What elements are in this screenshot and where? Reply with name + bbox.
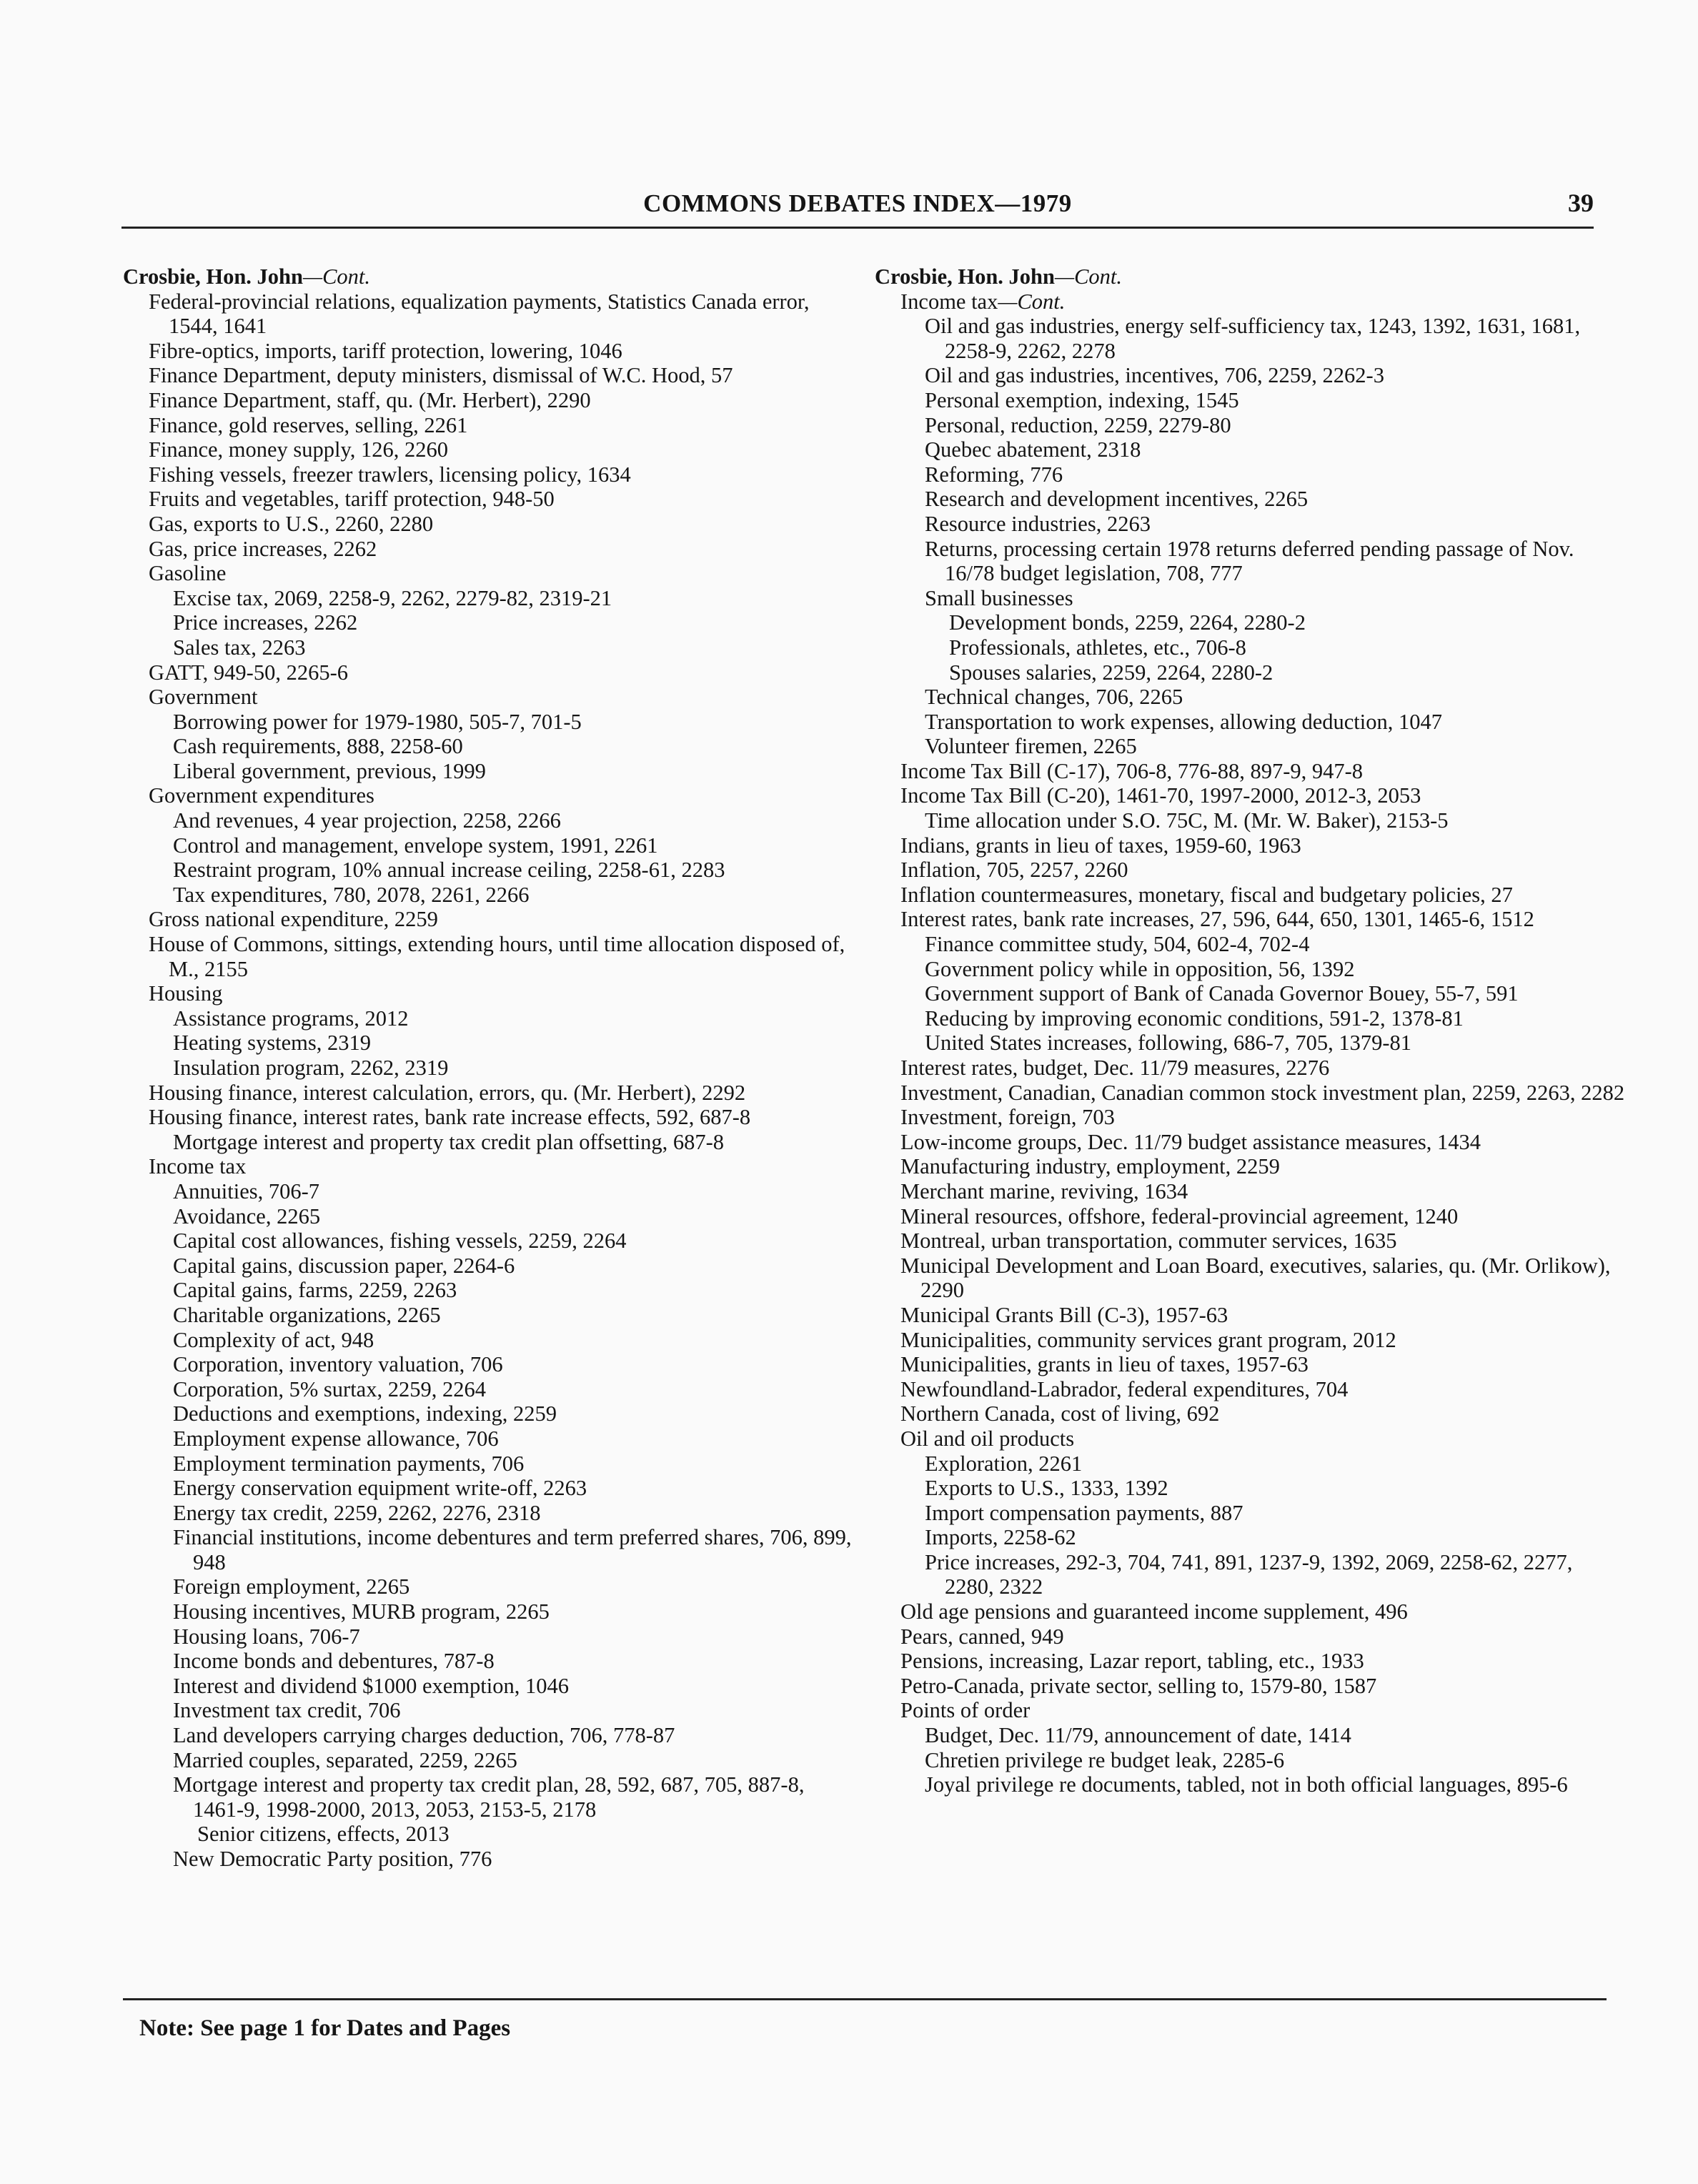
index-entry bbox=[875, 537, 1625, 586]
entry-text: Government policy while in opposition, 56, 1392 bbox=[925, 956, 1355, 981]
entry-text: Crosbie, Hon. John bbox=[123, 264, 303, 289]
index-entry bbox=[123, 833, 859, 858]
index-entry bbox=[123, 1525, 859, 1574]
entry-text: Chretien privilege re budget leak, 2285-6 bbox=[925, 1747, 1285, 1772]
entry-text: Newfoundland-Labrador, federal expenditures, 704 bbox=[900, 1376, 1349, 1401]
index-heading bbox=[123, 264, 859, 289]
index-entry bbox=[123, 1772, 859, 1822]
index-entry bbox=[123, 1748, 859, 1773]
entry-text: Income tax bbox=[149, 1154, 247, 1179]
entry-text: Returns, processing certain 1978 returns deferred pending passage of Nov. 16/78 budget legislation, 708, 777 bbox=[925, 536, 1574, 586]
continued-marker: —Cont. bbox=[302, 264, 371, 289]
entry-text: Price increases, 292-3, 704, 741, 891, 1237-9, 1392, 2069, 2258-62, 2277, 2280, 2322 bbox=[925, 1549, 1573, 1599]
entry-text: Personal, reduction, 2259, 2279-80 bbox=[925, 412, 1231, 437]
index-entry bbox=[123, 1674, 859, 1699]
entry-text: Finance Department, deputy ministers, dismissal of W.C. Hood, 57 bbox=[149, 363, 733, 388]
entry-text: Sales tax, 2263 bbox=[173, 635, 306, 660]
index-entry bbox=[123, 981, 859, 1006]
entry-text: Income Tax Bill (C-17), 706-8, 776-88, 897-9, 947-8 bbox=[900, 758, 1364, 783]
index-entry bbox=[875, 1451, 1625, 1476]
entry-text: Control and management, envelope system, 1991, 2261 bbox=[173, 833, 658, 858]
index-entry bbox=[875, 883, 1625, 908]
entry-text: Charitable organizations, 2265 bbox=[173, 1302, 441, 1327]
entry-text: Capital gains, farms, 2259, 2263 bbox=[173, 1278, 457, 1303]
index-entry bbox=[123, 1476, 859, 1501]
entry-text: House of Commons, sittings, extending hours, until time allocation disposed of, M., 2155 bbox=[149, 932, 845, 981]
entry-text: Municipalities, grants in lieu of taxes, 1957-63 bbox=[900, 1352, 1309, 1377]
index-entry bbox=[123, 610, 859, 635]
index-entry bbox=[123, 437, 859, 462]
entry-text: United States increases, following, 686-7, 705, 1379-81 bbox=[925, 1031, 1412, 1056]
entry-text: Annuities, 706-7 bbox=[173, 1178, 320, 1203]
index-entry bbox=[123, 1154, 859, 1179]
index-entry bbox=[123, 1228, 859, 1254]
index-entry bbox=[875, 437, 1625, 462]
index-entry bbox=[123, 1006, 859, 1031]
entry-text: Foreign employment, 2265 bbox=[173, 1574, 410, 1599]
entry-text: Energy tax credit, 2259, 2262, 2276, 2318 bbox=[173, 1500, 541, 1525]
index-entry bbox=[123, 1574, 859, 1599]
entry-text: Professionals, athletes, etc., 706-8 bbox=[949, 635, 1246, 660]
entry-text: Municipalities, community services grant program, 2012 bbox=[900, 1327, 1396, 1352]
index-entry bbox=[123, 907, 859, 932]
index-entry bbox=[123, 808, 859, 833]
index-entry bbox=[875, 1698, 1625, 1723]
index-entry bbox=[123, 1130, 859, 1155]
index-entry bbox=[123, 1254, 859, 1279]
index-entry bbox=[875, 932, 1625, 957]
index-entry bbox=[875, 1179, 1625, 1204]
index-entry bbox=[123, 783, 859, 808]
entry-text: Insulation program, 2262, 2319 bbox=[173, 1056, 449, 1080]
index-entry bbox=[875, 1401, 1625, 1426]
entry-text: Employment termination payments, 706 bbox=[173, 1451, 525, 1476]
entry-text: Reforming, 776 bbox=[925, 462, 1063, 487]
entry-text: Complexity of act, 948 bbox=[173, 1327, 374, 1352]
index-entry bbox=[875, 363, 1625, 388]
index-entry bbox=[123, 462, 859, 487]
index-entry bbox=[875, 1081, 1625, 1106]
entry-text: Income Tax Bill (C-20), 1461-70, 1997-2000, 2012-3, 2053 bbox=[900, 783, 1421, 808]
index-entry bbox=[875, 783, 1625, 808]
index-entry bbox=[123, 1204, 859, 1229]
index-entry bbox=[875, 635, 1625, 660]
entry-text: Indians, grants in lieu of taxes, 1959-60, 1963 bbox=[900, 833, 1301, 858]
index-entry bbox=[123, 289, 859, 339]
index-entry bbox=[875, 957, 1625, 982]
index-entry bbox=[123, 1401, 859, 1426]
index-entry bbox=[875, 1426, 1625, 1451]
entry-text: Manufacturing industry, employment, 2259 bbox=[900, 1154, 1280, 1179]
index-entry bbox=[123, 1426, 859, 1451]
index-entry bbox=[123, 759, 859, 784]
entry-text: Deductions and exemptions, indexing, 2259 bbox=[173, 1401, 557, 1426]
entry-text: Oil and gas industries, energy self-sufficiency tax, 1243, 1392, 1631, 1681, 2258-9, 2262, 2278 bbox=[925, 314, 1581, 363]
entry-text: Housing incentives, MURB program, 2265 bbox=[173, 1599, 550, 1624]
index-entry bbox=[123, 1081, 859, 1106]
index-entry bbox=[123, 883, 859, 908]
entry-text: Avoidance, 2265 bbox=[173, 1203, 321, 1228]
entry-text: Interest rates, budget, Dec. 11/79 measures, 2276 bbox=[900, 1056, 1330, 1080]
entry-text: Investment, foreign, 703 bbox=[900, 1105, 1115, 1130]
entry-text: Gas, price increases, 2262 bbox=[149, 536, 377, 561]
index-entry bbox=[875, 660, 1625, 685]
index-entry bbox=[123, 710, 859, 735]
index-entry bbox=[875, 289, 1625, 314]
index-entry bbox=[875, 1476, 1625, 1501]
entry-text: Exports to U.S., 1333, 1392 bbox=[925, 1476, 1168, 1501]
index-entry bbox=[123, 1723, 859, 1748]
entry-text: Crosbie, Hon. John bbox=[875, 264, 1055, 289]
index-entry bbox=[123, 1352, 859, 1377]
entry-text: Corporation, inventory valuation, 706 bbox=[173, 1352, 503, 1377]
entry-text: Assistance programs, 2012 bbox=[173, 1006, 409, 1031]
page-header bbox=[121, 182, 1594, 229]
entry-text: Northern Canada, cost of living, 692 bbox=[900, 1401, 1220, 1426]
entry-text: Government bbox=[149, 685, 258, 710]
entry-text: Married couples, separated, 2259, 2265 bbox=[173, 1747, 517, 1772]
entry-text: Municipal Development and Loan Board, executives, salaries, qu. (Mr. Orlikow), 2290 bbox=[900, 1253, 1611, 1303]
entry-text: Borrowing power for 1979-1980, 505-7, 701-5 bbox=[173, 709, 582, 734]
index-entry bbox=[875, 858, 1625, 883]
entry-text: Development bonds, 2259, 2264, 2280-2 bbox=[949, 610, 1306, 635]
entry-text: Government support of Bank of Canada Governor Bouey, 55-7, 591 bbox=[925, 981, 1519, 1006]
entry-text: Investment, Canadian, Canadian common stock investment plan, 2259, 2263, 2282 bbox=[900, 1080, 1625, 1105]
index-entry bbox=[123, 1599, 859, 1624]
entry-text: Housing loans, 706-7 bbox=[173, 1624, 360, 1649]
entry-text: Interest rates, bank rate increases, 27, 596, 644, 650, 1301, 1465-6, 1512 bbox=[900, 907, 1534, 932]
index-entry bbox=[123, 1278, 859, 1303]
entry-text: Gasoline bbox=[149, 561, 227, 586]
index-entry bbox=[875, 1303, 1625, 1328]
index-entry bbox=[123, 512, 859, 537]
entry-text: Housing finance, interest calculation, errors, qu. (Mr. Herbert), 2292 bbox=[149, 1080, 746, 1105]
entry-text: Oil and oil products bbox=[900, 1426, 1075, 1451]
index-entry bbox=[875, 314, 1625, 363]
entry-text: Transportation to work expenses, allowing deduction, 1047 bbox=[925, 709, 1443, 734]
index-entry bbox=[123, 932, 859, 981]
entry-text: Income bonds and debentures, 787-8 bbox=[173, 1649, 495, 1674]
entry-text: Fishing vessels, freezer trawlers, licensing policy, 1634 bbox=[149, 462, 631, 487]
index-entry bbox=[875, 734, 1625, 759]
entry-text: Small businesses bbox=[925, 585, 1073, 610]
entry-text: Heating systems, 2319 bbox=[173, 1031, 372, 1056]
index-entry bbox=[875, 833, 1625, 858]
entry-text: Merchant marine, reviving, 1634 bbox=[900, 1178, 1188, 1203]
index-entry bbox=[123, 363, 859, 388]
entry-text: Spouses salaries, 2259, 2264, 2280-2 bbox=[949, 660, 1274, 685]
entry-text: GATT, 949-50, 2265-6 bbox=[149, 660, 348, 685]
footer-divider bbox=[123, 1998, 1607, 2000]
index-entry bbox=[875, 1550, 1625, 1599]
entry-text: Points of order bbox=[900, 1698, 1031, 1723]
index-entry bbox=[875, 1748, 1625, 1773]
index-entry bbox=[123, 1624, 859, 1649]
entry-text: Personal exemption, indexing, 1545 bbox=[925, 387, 1239, 412]
index-entry bbox=[875, 1674, 1625, 1699]
entry-text: Inflation countermeasures, monetary, fiscal and budgetary policies, 27 bbox=[900, 882, 1513, 907]
index-entry bbox=[123, 487, 859, 512]
index-entry bbox=[875, 413, 1625, 438]
entry-text: Petro-Canada, private sector, selling to, 1579-80, 1587 bbox=[900, 1673, 1377, 1698]
index-entry bbox=[875, 1228, 1625, 1254]
index-entry bbox=[875, 1204, 1625, 1229]
index-entry bbox=[123, 1847, 859, 1872]
entry-text: Finance, money supply, 126, 2260 bbox=[149, 437, 449, 462]
index-entry bbox=[123, 858, 859, 883]
entry-text: Gas, exports to U.S., 2260, 2280 bbox=[149, 511, 434, 536]
entry-text: Volunteer firemen, 2265 bbox=[925, 734, 1137, 759]
index-entry bbox=[875, 610, 1625, 635]
index-entry bbox=[875, 1352, 1625, 1377]
index-entry bbox=[875, 685, 1625, 710]
entry-text: Corporation, 5% surtax, 2259, 2264 bbox=[173, 1376, 486, 1401]
index-entry bbox=[123, 339, 859, 364]
index-entry bbox=[875, 981, 1625, 1006]
entry-text: Imports, 2258-62 bbox=[925, 1525, 1076, 1550]
index-entry bbox=[875, 1624, 1625, 1649]
index-entry bbox=[123, 1303, 859, 1328]
index-entry bbox=[875, 1649, 1625, 1674]
index-entry bbox=[875, 1031, 1625, 1056]
entry-text: Liberal government, previous, 1999 bbox=[173, 758, 486, 783]
entry-text: Fibre-optics, imports, tariff protection, lowering, 1046 bbox=[149, 338, 622, 363]
entry-text: Technical changes, 706, 2265 bbox=[925, 685, 1183, 710]
index-entry bbox=[875, 487, 1625, 512]
index-entry bbox=[875, 1105, 1625, 1130]
index-entry bbox=[875, 1056, 1625, 1081]
index-entry bbox=[123, 1031, 859, 1056]
entry-text: Research and development incentives, 2265 bbox=[925, 487, 1309, 512]
index-entry bbox=[123, 1056, 859, 1081]
index-entry bbox=[123, 413, 859, 438]
index-heading bbox=[875, 264, 1625, 289]
entry-text: Finance committee study, 504, 602-4, 702-4 bbox=[925, 932, 1310, 957]
index-entry bbox=[875, 1328, 1625, 1353]
index-entry bbox=[875, 907, 1625, 932]
index-entry bbox=[875, 808, 1625, 833]
entry-text: Exploration, 2261 bbox=[925, 1451, 1083, 1476]
index-entry bbox=[875, 1254, 1625, 1303]
index-entry bbox=[875, 1377, 1625, 1402]
entry-text: Investment tax credit, 706 bbox=[173, 1698, 401, 1723]
entry-text: Budget, Dec. 11/79, announcement of date, 1414 bbox=[925, 1723, 1351, 1748]
entry-text: Price increases, 2262 bbox=[173, 610, 358, 635]
entry-text: Energy conservation equipment write-off, 2263 bbox=[173, 1476, 587, 1501]
footer-note: Note: See page 1 for Dates and Pages bbox=[139, 2015, 511, 2041]
index-entry bbox=[875, 586, 1625, 611]
entry-text: Housing bbox=[149, 981, 223, 1006]
entry-text: Excise tax, 2069, 2258-9, 2262, 2279-82, 2319-21 bbox=[173, 585, 612, 610]
entry-text: Federal-provincial relations, equalization payments, Statistics Canada error, 1544, 1641 bbox=[149, 289, 810, 339]
entry-text: Municipal Grants Bill (C-3), 1957-63 bbox=[900, 1302, 1228, 1327]
index-entry bbox=[123, 1328, 859, 1353]
entry-text: Time allocation under S.O. 75C, M. (Mr. W. Baker), 2153-5 bbox=[925, 808, 1449, 833]
index-entry bbox=[123, 1105, 859, 1130]
index-entry bbox=[875, 1006, 1625, 1031]
entry-text: Financial institutions, income debentures and term preferred shares, 706, 899, 948 bbox=[173, 1525, 852, 1574]
entry-text: Fruits and vegetables, tariff protection, 948-50 bbox=[149, 487, 555, 512]
continued-marker: —Cont. bbox=[998, 289, 1066, 314]
entry-text: Tax expenditures, 780, 2078, 2261, 2266 bbox=[173, 882, 530, 907]
index-entry bbox=[123, 1179, 859, 1204]
entry-text: Quebec abatement, 2318 bbox=[925, 437, 1141, 462]
index-entry bbox=[875, 1525, 1625, 1550]
index-column-right bbox=[875, 264, 1625, 1797]
entry-text: Senior citizens, effects, 2013 bbox=[197, 1822, 450, 1847]
index-entry bbox=[875, 1723, 1625, 1748]
entry-text: Mortgage interest and property tax credit plan, 28, 592, 687, 705, 887-8, 1461-9, 1998-2000, 2013, 2053, 2153-5, 2178 bbox=[173, 1772, 805, 1822]
entry-text: And revenues, 4 year projection, 2258, 2266 bbox=[173, 808, 561, 833]
index-entry bbox=[875, 1501, 1625, 1526]
entry-text: Oil and gas industries, incentives, 706, 2259, 2262-3 bbox=[925, 363, 1384, 388]
entry-text: Pensions, increasing, Lazar report, tabling, etc., 1933 bbox=[900, 1649, 1364, 1674]
index-entry bbox=[123, 1451, 859, 1476]
entry-text: Gross national expenditure, 2259 bbox=[149, 907, 438, 932]
entry-text: Cash requirements, 888, 2258-60 bbox=[173, 734, 463, 759]
entry-text: Joyal privilege re documents, tabled, not in both official languages, 895-6 bbox=[925, 1772, 1568, 1797]
index-entry bbox=[123, 561, 859, 586]
index-entry bbox=[123, 1377, 859, 1402]
index-entry bbox=[875, 462, 1625, 487]
index-entry bbox=[123, 734, 859, 759]
index-entry bbox=[875, 1599, 1625, 1624]
continued-marker: —Cont. bbox=[1054, 264, 1123, 289]
index-title: COMMONS DEBATES INDEX—1979 bbox=[643, 189, 1072, 217]
index-entry bbox=[123, 1822, 859, 1847]
index-column-left bbox=[123, 264, 859, 1872]
index-entry bbox=[123, 537, 859, 562]
entry-text: Import compensation payments, 887 bbox=[925, 1500, 1243, 1525]
entry-text: Restraint program, 10% annual increase ceiling, 2258-61, 2283 bbox=[173, 858, 725, 883]
entry-text: Reducing by improving economic conditions, 591-2, 1378-81 bbox=[925, 1006, 1464, 1031]
entry-text: Capital gains, discussion paper, 2264-6 bbox=[173, 1253, 515, 1278]
index-entry bbox=[875, 1154, 1625, 1179]
entry-text: Mineral resources, offshore, federal-provincial agreement, 1240 bbox=[900, 1203, 1459, 1228]
index-entry bbox=[123, 635, 859, 660]
entry-text: Employment expense allowance, 706 bbox=[173, 1426, 499, 1451]
entry-text: Low-income groups, Dec. 11/79 budget assistance measures, 1434 bbox=[900, 1129, 1481, 1154]
entry-text: Income tax bbox=[900, 289, 998, 314]
entry-text: Mortgage interest and property tax credit plan offsetting, 687-8 bbox=[173, 1129, 725, 1154]
index-entry bbox=[123, 685, 859, 710]
index-entry bbox=[123, 388, 859, 413]
entry-text: Inflation, 705, 2257, 2260 bbox=[900, 858, 1128, 883]
index-entry bbox=[875, 388, 1625, 413]
index-entry bbox=[123, 586, 859, 611]
index-entry bbox=[123, 660, 859, 685]
entry-text: Finance Department, staff, qu. (Mr. Herbert), 2290 bbox=[149, 387, 591, 412]
index-entry bbox=[875, 710, 1625, 735]
entry-text: Capital cost allowances, fishing vessels, 2259, 2264 bbox=[173, 1228, 627, 1254]
entry-text: Finance, gold reserves, selling, 2261 bbox=[149, 412, 468, 437]
entry-text: Interest and dividend $1000 exemption, 1046 bbox=[173, 1673, 569, 1698]
entry-text: Land developers carrying charges deduction, 706, 778-87 bbox=[173, 1723, 675, 1748]
entry-text: Montreal, urban transportation, commuter services, 1635 bbox=[900, 1228, 1397, 1254]
page-number: 39 bbox=[1568, 189, 1594, 217]
index-entry bbox=[875, 759, 1625, 784]
index-entry bbox=[123, 1698, 859, 1723]
index-entry bbox=[875, 1130, 1625, 1155]
index-entry bbox=[875, 512, 1625, 537]
entry-text: Housing finance, interest rates, bank rate increase effects, 592, 687-8 bbox=[149, 1105, 751, 1130]
entry-text: New Democratic Party position, 776 bbox=[173, 1847, 492, 1871]
entry-text: Pears, canned, 949 bbox=[900, 1624, 1064, 1649]
index-entry bbox=[123, 1649, 859, 1674]
index-entry bbox=[875, 1772, 1625, 1797]
index-entry bbox=[123, 1501, 859, 1526]
entry-text: Government expenditures bbox=[149, 783, 374, 808]
entry-text: Old age pensions and guaranteed income supplement, 496 bbox=[900, 1599, 1408, 1624]
entry-text: Resource industries, 2263 bbox=[925, 511, 1151, 536]
